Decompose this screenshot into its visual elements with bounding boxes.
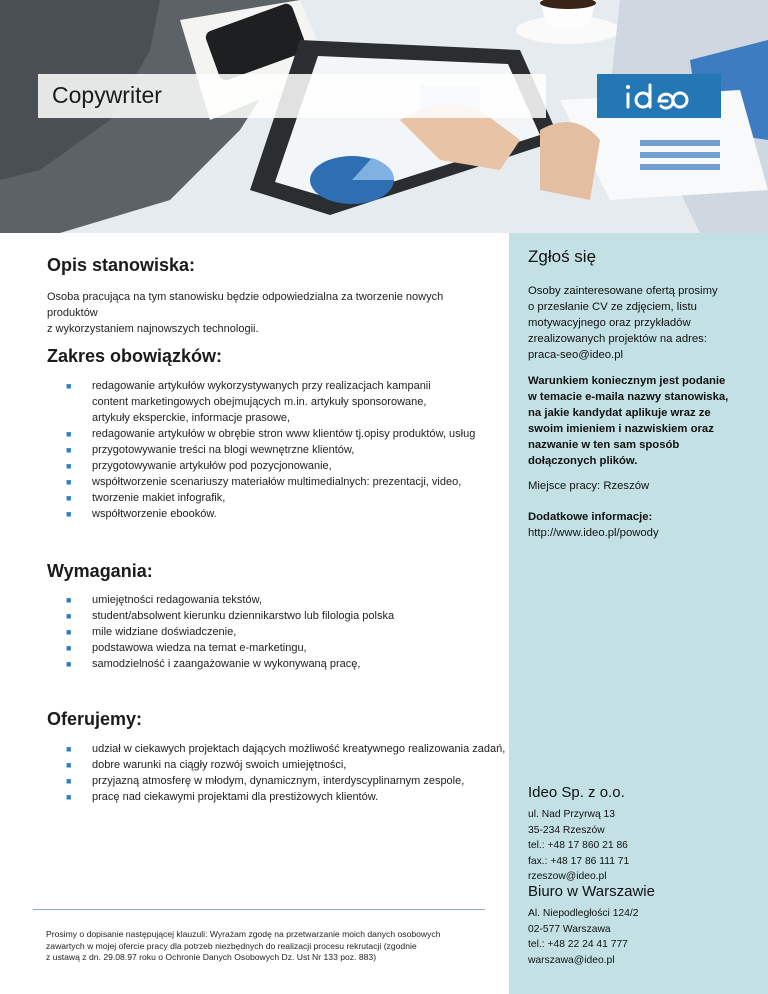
company-email[interactable]: rzeszow@ideo.pl xyxy=(528,871,607,882)
company-fax: fax.: +48 17 86 111 71 xyxy=(528,855,630,867)
apply-line: o przesłanie CV ze zdjęciem, listu xyxy=(528,301,697,313)
duties-list xyxy=(66,378,506,522)
description-heading: Opis stanowiska: xyxy=(47,255,196,275)
duty-line: przygotowywanie artykułów pod pozycjonowanie, xyxy=(92,460,332,472)
apply-heading: Zgłoś się xyxy=(528,247,597,266)
apply-instructions xyxy=(528,283,758,363)
requirement-text: student/absolwent kierunku dziennikarstwo lub filologia polska xyxy=(92,610,395,622)
company-address: ul. Nad Przyrwą 13 xyxy=(528,809,615,820)
bullet-icon: ■ xyxy=(66,429,72,439)
list-item xyxy=(66,378,506,426)
offer-heading: Oferujemy: xyxy=(47,709,143,729)
bullet-icon: ■ xyxy=(66,627,72,637)
clause-line: Prosimy o dopisanie następującej klauzuli: Wyrażam zgodę na przetwarzanie moich danych osobowych xyxy=(46,929,441,939)
list-item xyxy=(66,458,506,474)
condition-line: w temacie e-maila nazwy stanowiska, xyxy=(528,391,729,403)
requirement-text: podstawowa wiedza na temat e-marketingu, xyxy=(92,642,307,654)
sidebar-panel xyxy=(509,233,768,994)
duty-line: współtworzenie ebooków. xyxy=(92,508,217,520)
duty-line: współtworzenie scenariuszy materiałów multimedialnych: prezentacji, video, xyxy=(92,476,462,488)
bullet-icon: ■ xyxy=(66,659,72,669)
list-item xyxy=(66,592,506,608)
bullet-icon: ■ xyxy=(66,760,72,770)
list-item xyxy=(66,624,506,640)
offer-text: udział w ciekawych projektach dających możliwość kreatywnego realizowania zadań, xyxy=(92,743,506,755)
list-item xyxy=(66,490,506,506)
condition-line: na jakie kandydat aplikuje wraz ze xyxy=(528,407,711,419)
list-item xyxy=(66,608,506,624)
offer-text: przyjazną atmosferę w młodym, dynamicznym, interdyscyplinarnym zespole, xyxy=(92,775,465,787)
list-item xyxy=(66,640,506,656)
duty-line: content marketingowych obejmujących m.in. artykuły sponsorowane, xyxy=(92,396,427,408)
list-item xyxy=(66,741,506,757)
description-text xyxy=(47,289,497,337)
warsaw-city: 02-577 Warszawa xyxy=(528,923,611,935)
warsaw-contact xyxy=(528,906,758,968)
warsaw-email[interactable]: warszawa@ideo.pl xyxy=(528,954,615,966)
condition-line: swoim imieniem i nazwiskiem oraz xyxy=(528,423,714,435)
offer-list xyxy=(66,741,506,805)
requirement-text: mile widziane doświadczenie, xyxy=(92,626,237,638)
warsaw-phone: tel.: +48 22 24 41 777 xyxy=(528,939,628,950)
description-line: Osoba pracująca na tym stanowisku będzie odpowiedzialna za tworzenie nowych produktów xyxy=(47,291,444,319)
duty-line: redagowanie artykułów wykorzystywanych przy realizacjach kampanii xyxy=(92,380,431,392)
company-city: 35-234 Rzeszów xyxy=(528,824,605,836)
apply-line: Osoby zainteresowane ofertą prosimy xyxy=(528,285,718,297)
bullet-icon: ■ xyxy=(66,381,72,391)
bullet-icon: ■ xyxy=(66,643,72,653)
offer-text: dobre warunki na ciągły rozwój swoich umiejętności, xyxy=(92,759,347,771)
condition-line: Warunkiem koniecznym jest podanie xyxy=(528,375,726,387)
bullet-icon: ■ xyxy=(66,611,72,621)
clause-line: zawartych w mojej ofercie pracy dla potrzeb niezbędnych do realizacji procesu rekrutacji (zgodnie xyxy=(46,940,417,951)
requirement-text: umiejętności redagowania tekstów, xyxy=(92,594,262,606)
company-contact xyxy=(528,807,758,885)
bullet-icon: ■ xyxy=(66,595,72,605)
job-title-bar xyxy=(38,74,546,118)
requirements-heading: Wymagania: xyxy=(47,561,153,581)
description-line: z wykorzystaniem najnowszych technologii. xyxy=(47,323,259,335)
more-info-label: Dodatkowe informacje: xyxy=(528,511,653,523)
offer-text: pracę nad ciekawymi projektami dla prestiżowych klientów. xyxy=(92,791,379,803)
duty-line: artykuły eksperckie, informacje prasowe, xyxy=(92,412,291,424)
list-item xyxy=(66,789,506,805)
job-title: Copywriter xyxy=(52,82,162,108)
apply-email[interactable]: praca-seo@ideo.pl xyxy=(528,349,623,361)
bullet-icon: ■ xyxy=(66,477,72,487)
list-item xyxy=(66,506,506,522)
company-heading: Ideo Sp. z o.o. xyxy=(528,784,625,801)
gdpr-clause xyxy=(46,929,486,964)
list-item xyxy=(66,656,506,672)
ideo-logo-mark xyxy=(597,74,721,118)
list-item xyxy=(66,426,506,442)
duty-line: przygotowywanie treści na blogi wewnętrzne klientów, xyxy=(92,444,355,456)
requirements-list xyxy=(66,592,506,672)
more-info-link[interactable]: http://www.ideo.pl/powody xyxy=(528,527,659,539)
bullet-icon: ■ xyxy=(66,509,72,519)
company-phone: tel.: +48 17 860 21 86 xyxy=(528,840,628,851)
list-item xyxy=(66,442,506,458)
workplace: Miejsce pracy: Rzeszów xyxy=(528,480,650,492)
requirement-text: samodzielność i zaangażowanie w wykonywaną pracę, xyxy=(92,658,361,670)
list-item xyxy=(66,773,506,789)
apply-line: motywacyjnego oraz przykładów xyxy=(528,317,691,329)
bullet-icon: ■ xyxy=(66,776,72,786)
footer-divider xyxy=(33,909,485,910)
condition-line: dołączonych plików. xyxy=(528,455,638,467)
bullet-icon: ■ xyxy=(66,445,72,455)
list-item xyxy=(66,757,506,773)
bullet-icon: ■ xyxy=(66,493,72,503)
hero-photo xyxy=(0,0,768,233)
warsaw-address: Al. Niepodległości 124/2 xyxy=(528,908,639,919)
application-condition xyxy=(528,373,758,469)
duty-line: redagowanie artykułów w obrębie stron www klientów tj.opisy produktów, usług xyxy=(92,428,476,440)
clause-line: z ustawą z dn. 29.08.97 roku o Ochronie Danych Osobowych Dz. Ust Nr 133 poz. 883) xyxy=(46,952,377,962)
list-item xyxy=(66,474,506,490)
condition-line: nazwanie w ten sam sposób xyxy=(528,439,680,451)
ideo-logo xyxy=(597,74,721,118)
bullet-icon: ■ xyxy=(66,461,72,471)
duties-heading: Zakres obowiązków: xyxy=(47,346,223,366)
bullet-icon: ■ xyxy=(66,792,72,802)
duty-line: tworzenie makiet infografik, xyxy=(92,492,226,504)
bullet-icon: ■ xyxy=(66,744,72,754)
warsaw-heading: Biuro w Warszawie xyxy=(528,883,655,900)
apply-line: zrealizowanych projektów na adres: xyxy=(528,333,707,345)
